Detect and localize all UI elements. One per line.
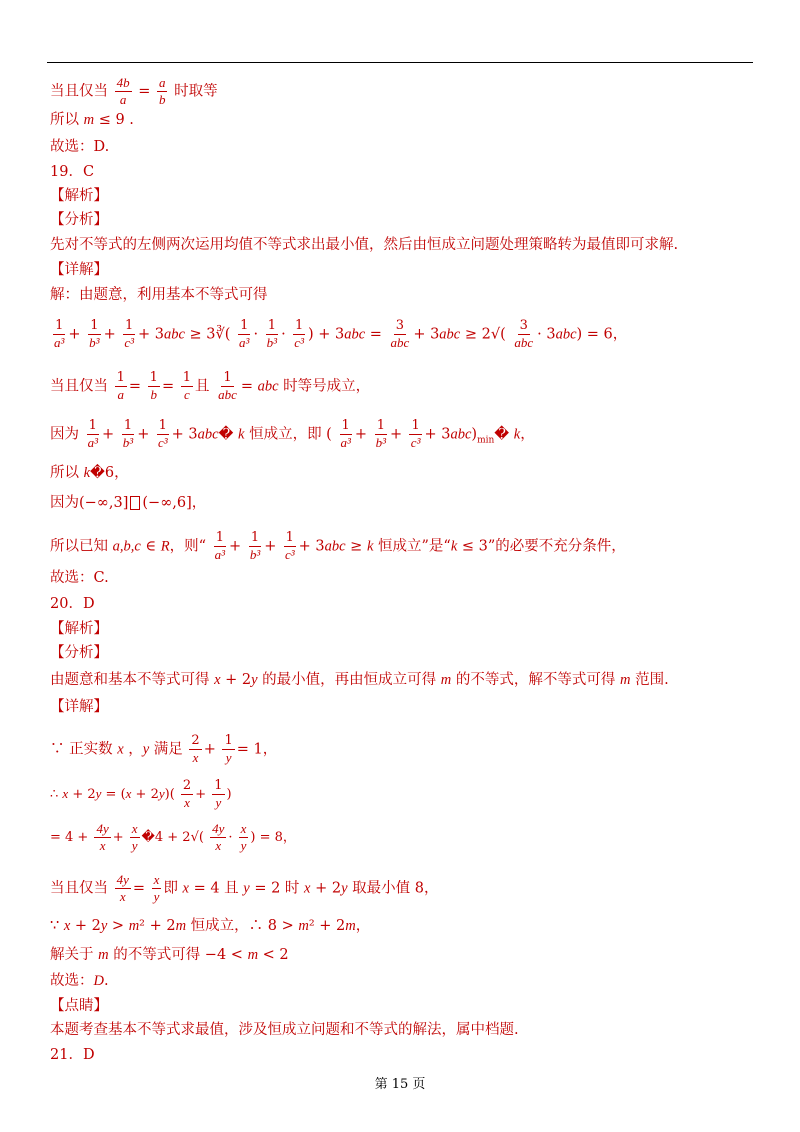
formula-line: 当且仅当 $\frac{1}{a}$ = $\frac{1}{b}$ = $\frac{1}{c}$ 且 $\frac{1}{\text{abc}}$ = abc 时等号成立， xyxy=(50,370,371,402)
formula-line: 因为 $\frac{1}{\text{a³}}$ + $\frac{1}{\text{b³}}$ + $\frac{1}{\text{c³}}$ + 3abc� k 恒成立，即 ( $\frac{1}{\text{a³}}$ + $\frac{1}{\text{b³}}$ + $\frac{1}{\text{c³}}$ + $3abc)_{min}�$ k， xyxy=(50,418,535,450)
question-number: 20．D xyxy=(50,596,95,612)
text-line: 所以 k�6， xyxy=(50,465,129,481)
section-label: 【分析】 xyxy=(50,645,108,661)
question-number: 19．C xyxy=(50,164,95,180)
section-label: 【点睛】 xyxy=(50,998,108,1014)
page-number: 第 15 页 xyxy=(374,1077,426,1092)
question-number: 21．D xyxy=(50,1047,95,1063)
fraction-a-over-b: $\frac{a}{b}$ xyxy=(158,75,166,107)
formula-line: ∵ 正实数 x ，y 满足 $\frac{2}{x}$ + $\frac{1}{y}$ = 1， xyxy=(50,733,278,765)
formula-line: $\frac{1}{\text{a³}}$ + $\frac{1}{\text{b³}}$ + $\frac{1}{\text{c³}}$ + 3abc ≥ 3∛( $\frac{1}{\text{a³}}$ · $\frac{1}{\text{b³}}$ · $\frac{1}{\text{c³}}$ ) + 3abc = $\frac{3}{\text{abc}}$ + 3abc ≥ 2√( $\frac{3}{\text{abc}}$ · 3abc) = 6， xyxy=(54,318,628,350)
text-line: 因为(−∞,3] (−∞,6]， xyxy=(50,495,207,511)
formula-line: 解关于 m 的不等式可得 −4 < m < 2 xyxy=(50,947,289,963)
section-label: 【解析】 xyxy=(50,621,108,637)
header-rule xyxy=(47,62,753,63)
section-label: 【解析】 xyxy=(50,188,108,204)
text-line: 由题意和基本不等式可得 x + 2y 的最小值，再由恒成立可得 m 的不等式，解不等式可得 m 范围. xyxy=(50,672,669,688)
text-line: 当且仅当 $\frac{4b}{a}$ = $\frac{a}{b}$ 时取等 xyxy=(50,75,218,107)
text-line: 解：由题意，利用基本不等式可得 xyxy=(50,287,268,303)
text-line: 本题考查基本不等式求最值，涉及恒成立问题和不等式的解法，属中档题. xyxy=(50,1022,519,1038)
formula-line: = 4 + $\frac{4y}{x}$ + $\frac{x}{y}$ �4 + 2√( $\frac{4y}{x}$ · $\frac{x}{y}$ ) = 8， xyxy=(50,821,296,853)
formula-line: 所以已知 a,b,c ∈ R，则“ $\frac{1}{\text{a³}}$ + $\frac{1}{\text{b³}}$ + $\frac{1}{\text{c³}}$ + 3abc ≥ k 恒成立”是“k ≤ 3”的必要不充分条件， xyxy=(50,530,626,562)
section-label: 【详解】 xyxy=(50,262,108,278)
fraction-4b-over-a: $\frac{4b}{a}$ xyxy=(116,75,130,107)
text-line: 所以 m ≤ 9 . xyxy=(50,112,134,128)
formula-line: ∵ x + 2y > m² + 2m 恒成立，∴ 8 > m² + 2m， xyxy=(50,918,371,934)
text-line: 故选：D. xyxy=(50,139,110,155)
text-line: 先对不等式的左侧两次运用均值不等式求出最小值，然后由恒成立问题处理策略转为最值即可求解. xyxy=(50,237,679,253)
missing-glyph-box xyxy=(130,496,140,510)
section-label: 【分析】 xyxy=(50,212,108,228)
formula-line: ∴ x + 2y = (x + 2y)( $\frac{2}{x}$ + $\frac{1}{y}$ ) xyxy=(50,778,232,810)
text-line: 故选：D. xyxy=(50,973,109,989)
text-line: 故选：C. xyxy=(50,570,109,586)
section-label: 【详解】 xyxy=(50,699,108,715)
formula-line: 当且仅当 $\frac{4y}{x}$ = $\frac{x}{y}$ 即 x = 4 且 y = 2 时 x + 2y 取最小值 8， xyxy=(50,872,439,904)
